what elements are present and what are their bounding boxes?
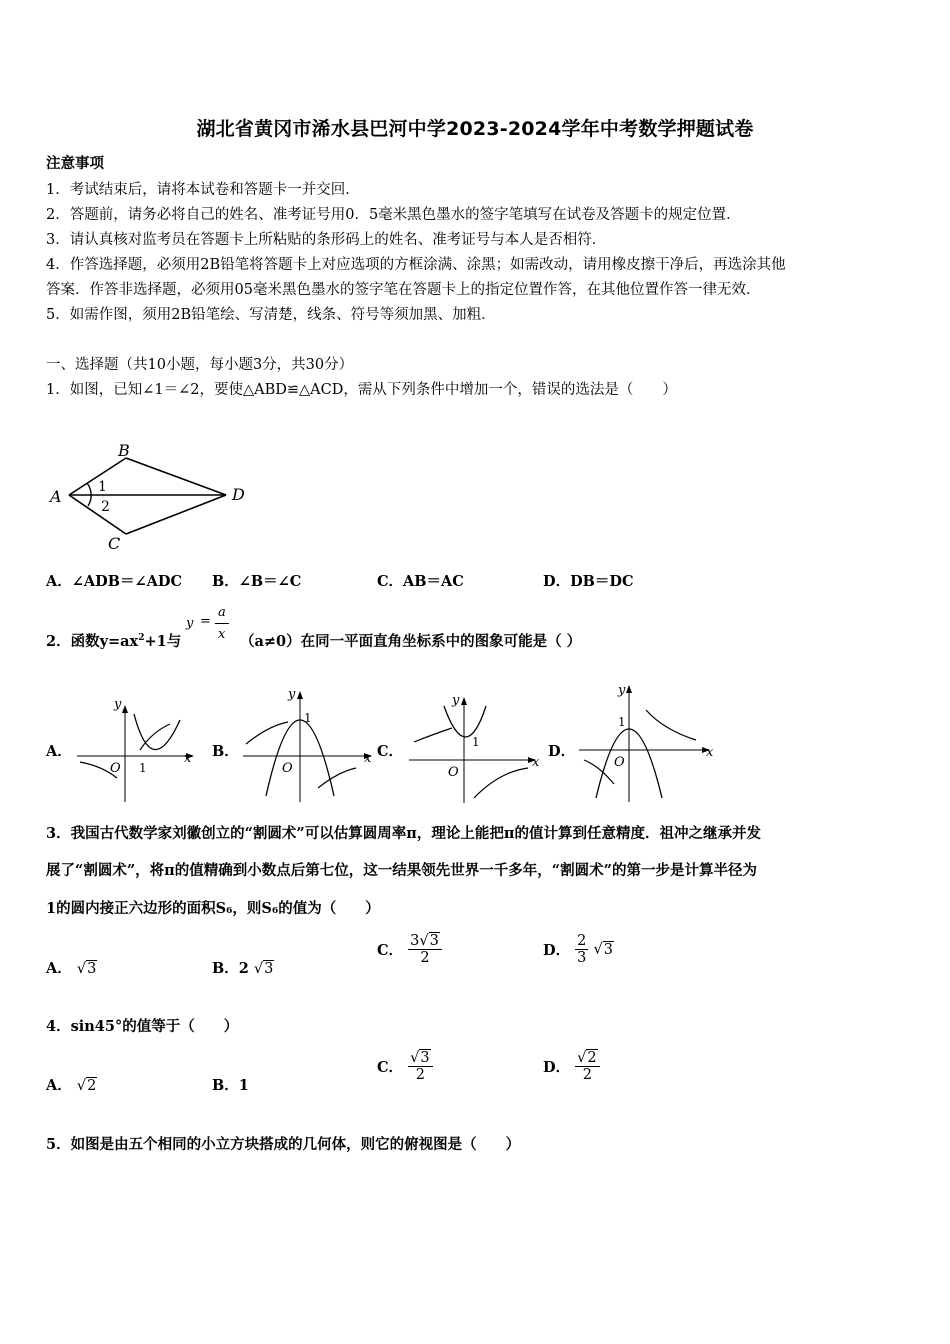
q2-stem-mid: +1与: [144, 633, 182, 650]
label-angle-2: 2: [101, 499, 110, 515]
question-2-stem: [46, 630, 181, 651]
notice-item: 3．请认真核对监考员在答题卡上所粘贴的条形码上的姓名、准考证号与本人是否相符．: [46, 232, 607, 248]
notice-heading: 注意事项: [46, 155, 104, 172]
q2-graph-c: [404, 688, 544, 806]
q2-graph-b: [238, 684, 378, 804]
question-3-line: 展了“割圆术”，将π的值精确到小数点后第七位，这一结果领先世界一千多年，“割圆术”的第一步是计算半径为: [46, 862, 757, 879]
q1-option-b[interactable]: B．∠B＝∠C: [212, 573, 302, 590]
svg-text:O: O: [614, 755, 625, 770]
q2-stem-pre: 2．函数y=ax: [46, 633, 139, 650]
fraction: $\frac{√3}{2}$: [408, 1050, 432, 1083]
q2-frac-num: a: [218, 605, 226, 620]
q3-option-a[interactable]: A． √3: [46, 960, 97, 977]
q2-option-d[interactable]: D．: [548, 743, 576, 760]
svg-text:y: y: [452, 693, 460, 708]
notice-item: 答案．作答非选择题，必须用05毫米黑色墨水的签字笔在答题卡上的指定位置作答，在其他位置作答一律无效．: [46, 282, 761, 298]
q3-option-c[interactable]: C． $\frac{3√3}{2}$: [377, 933, 442, 966]
question-3-line: 1的圆内接正六边形的面积S₆，则S₆的值为（ ）: [46, 900, 380, 917]
q2-option-a[interactable]: A．: [46, 743, 72, 760]
svg-text:y: y: [114, 697, 122, 712]
notice-item: 4．作答选择题，必须用2B铅笔将答题卡上对应选项的方框涂满、涂黑；如需改动，请用橡皮擦干净后，再选涂其他: [46, 257, 786, 273]
question-5-stem: 5．如图是由五个相同的小立方块搭成的几何体，则它的俯视图是（ ）: [46, 1136, 521, 1153]
q3-option-d[interactable]: D． $\frac{2}{3}$ √3: [543, 933, 613, 966]
svg-text:O: O: [448, 765, 459, 780]
label-angle-1: 1: [98, 479, 107, 495]
svg-text:1: 1: [618, 715, 626, 729]
q2-frac-eq: =: [200, 614, 211, 629]
label-c: C: [108, 534, 121, 553]
q2-graph-d: [574, 680, 719, 805]
question-3-line: 3．我国古代数学家刘徽创立的“割圆术”可以估算圆周率π，理论上能把π的值计算到任意精度．祖冲之继承并发: [46, 825, 761, 842]
sqrt-symbol: √3: [593, 941, 613, 958]
q1-option-d[interactable]: D．DB＝DC: [543, 573, 634, 590]
fraction: $\frac{2}{3}$: [577, 933, 587, 966]
q4-option-d[interactable]: D． $\frac{√2}{2}$: [543, 1050, 600, 1083]
q3-option-b[interactable]: B．2 √3: [212, 960, 274, 977]
q2-frac-y: y: [186, 616, 194, 631]
q4-option-a[interactable]: A． √2: [46, 1077, 97, 1094]
q4-option-b[interactable]: B．1: [212, 1077, 249, 1094]
notice-item: 5．如需作图，须用2B铅笔绘、写清楚，线条、符号等须加黑、加粗．: [46, 307, 496, 323]
q2-inline-fraction: [186, 605, 236, 645]
q4-option-c[interactable]: C． $\frac{√3}{2}$: [377, 1050, 433, 1083]
q2-graph-a: [72, 692, 202, 807]
svg-text:y: y: [288, 687, 296, 702]
sqrt-symbol: √2: [76, 1078, 97, 1094]
q2-frac-bar: [215, 623, 229, 624]
q2-stem-post: （a≠0）在同一平面直角坐标系中的图象可能是（ ）: [240, 633, 582, 650]
svg-text:x: x: [184, 751, 192, 766]
q2-stem-sup: 2: [138, 633, 145, 644]
q1-option-c[interactable]: C．AB＝AC: [377, 573, 464, 590]
question-4-stem: 4．sin45°的值等于（ ）: [46, 1018, 239, 1035]
page-title: 湖北省黄冈市浠水县巴河中学2023-2024学年中考数学押题试卷: [196, 118, 754, 140]
notice-item: 1．考试结束后，请将本试卷和答题卡一并交回．: [46, 182, 360, 198]
svg-text:y: y: [618, 683, 626, 698]
segment-cd: [126, 495, 226, 534]
question-1-stem: 1．如图，已知∠1＝∠2，要使△ABD≌△ACD，需从下列条件中增加一个，错误的选法是（ ）: [46, 382, 677, 398]
svg-text:1: 1: [304, 711, 312, 725]
svg-text:O: O: [282, 761, 293, 776]
segment-bd: [126, 458, 226, 495]
svg-text:1: 1: [472, 735, 480, 749]
section-heading: 一、选择题（共10小题，每小题3分，共30分）: [46, 357, 354, 373]
q2-option-c[interactable]: C．: [377, 743, 404, 760]
fraction: $\frac{√2}{2}$: [575, 1050, 599, 1083]
q1-option-a[interactable]: A．∠ADB＝∠ADC: [46, 573, 182, 590]
sqrt-symbol: √3: [76, 961, 97, 977]
svg-text:1: 1: [139, 761, 147, 775]
svg-text:x: x: [364, 751, 372, 766]
question-1-figure: [44, 436, 264, 556]
label-d: D: [232, 485, 245, 504]
svg-text:x: x: [706, 745, 714, 760]
q2-option-b[interactable]: B．: [212, 743, 239, 760]
notice-item: 2．答题前，请务必将自己的姓名、准考证号用0．5毫米黑色墨水的签字笔填写在试卷及答题卡的规定位置．: [46, 207, 741, 223]
label-b: B: [118, 441, 130, 460]
svg-text:x: x: [532, 755, 540, 770]
sqrt-symbol: √3: [253, 961, 274, 977]
q2-frac-den: x: [218, 627, 226, 642]
segment-ac: [69, 495, 126, 534]
svg-text:O: O: [110, 761, 121, 776]
fraction: $\frac{3√3}{2}$: [408, 933, 442, 966]
label-a: A: [50, 487, 62, 506]
